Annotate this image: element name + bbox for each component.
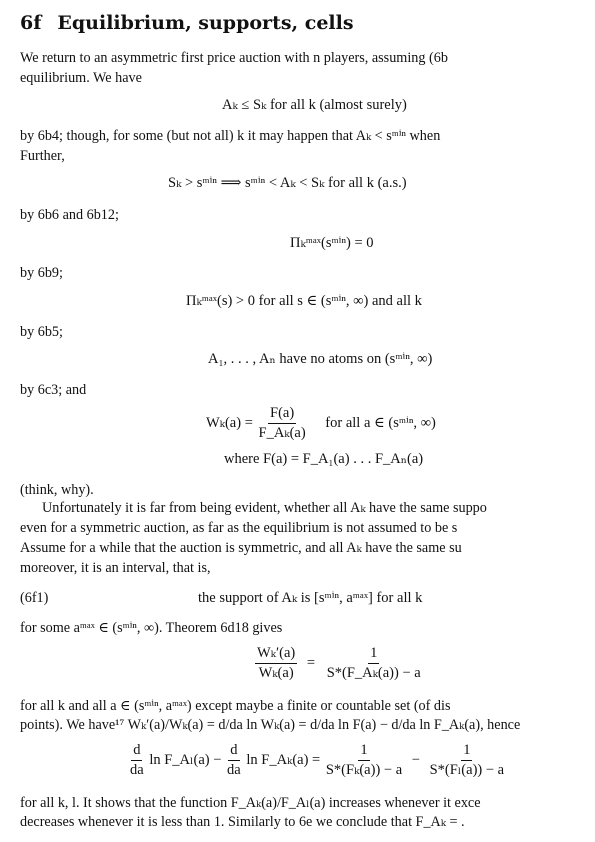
equation-3: Πₖᵐᵃˣ(sᵐⁱⁿ) = 0: [290, 235, 374, 251]
text-line: equilibrium. We have: [20, 70, 142, 86]
text-line: moreover, it is an interval, that is,: [20, 560, 211, 576]
fraction-numerator: d: [228, 742, 239, 761]
equation-9-fraction: [428, 742, 507, 779]
fraction-denominator: F_Aₖ(a): [258, 425, 306, 441]
equation-9: [128, 742, 506, 779]
text-line: for all k, l. It shows that the function F_Aₖ(a)/F_Aₗ(a) increases whenever it exce: [20, 795, 481, 811]
text-line: Unfortunately it is far from being evident, whether all Aₖ have the same suppo: [42, 500, 487, 516]
text-line: by 6b9;: [20, 265, 63, 281]
equation-6: [206, 405, 436, 442]
fraction-numerator: 1: [368, 645, 379, 664]
section-number: 6f: [20, 12, 42, 34]
text-line: by 6b6 and 6b12;: [20, 207, 119, 223]
derivative-operator: [128, 742, 146, 779]
text-line: by 6c3; and: [20, 382, 87, 398]
minus-sign: −: [411, 751, 420, 768]
equation-1: Aₖ ≤ Sₖ for all k (almost surely): [222, 97, 407, 113]
equation-6-fraction: [257, 405, 308, 442]
equation-2: Sₖ > sᵐⁱⁿ ⟹ sᵐⁱⁿ < Aₖ < Sₖ for all k (a.s.): [168, 175, 407, 191]
equation-6-lhs: Wₖ(a) =: [206, 414, 253, 431]
equation-5: A₁, . . . , Aₙ have no atoms on (sᵐⁱⁿ, ∞): [208, 351, 433, 367]
equals-sign: =: [306, 654, 316, 671]
equation-6-condition: for all a ∈ (sᵐⁱⁿ, ∞): [325, 414, 436, 431]
text-line: by 6b5;: [20, 324, 63, 340]
fraction-denominator: Wₖ(a): [258, 665, 294, 681]
section-heading: [20, 12, 354, 34]
equation-6-where: where F(a) = F_A₁(a) . . . F_Aₙ(a): [224, 451, 424, 467]
equation-9-fraction: [324, 742, 404, 779]
text-line: decreases whenever it is less than 1. Similarly to 6e we conclude that F_Aₖ = .: [20, 814, 465, 830]
text-line: for all k and all a ∈ (sᵐⁱⁿ, aᵐᵃˣ) except maybe a finite or countable set (of dis: [20, 698, 451, 714]
text-line: We return to an asymmetric first price auction with n players, assuming (6b: [20, 50, 448, 66]
equation-9-term: ln F_Aₖ(a) =: [246, 751, 321, 768]
fraction-numerator: 1: [461, 742, 472, 761]
text-line: (think, why).: [20, 482, 94, 498]
fraction-numerator: 1: [358, 742, 369, 761]
equation-8: [255, 645, 423, 682]
derivative-operator: [225, 742, 243, 779]
equation-9-term: ln F_Aₗ(a) −: [149, 751, 222, 768]
equation-label-6f1: (6f1): [20, 590, 49, 606]
fraction-denominator: S*(Fₖ(a)) − a: [325, 762, 403, 778]
text-line: by 6b4; though, for some (but not all) k it may happen that Aₖ < sᵐⁱⁿ when: [20, 128, 441, 144]
equation-6f1: the support of Aₖ is [sᵐⁱⁿ, aᵐᵃˣ] for all k: [198, 590, 423, 606]
text-line: even for a symmetric auction, as far as the equilibrium is not assumed to be s: [20, 520, 458, 536]
fraction-denominator: S*(F_Aₖ(a)) − a: [326, 665, 421, 681]
fraction-numerator: F(a): [268, 405, 296, 424]
equation-8-lhs-fraction: [255, 645, 297, 682]
text-line: points). We have¹⁷ Wₖ′(a)/Wₖ(a) = d/da ln Wₖ(a) = d/da ln F(a) − d/da ln F_Aₖ(a), hence: [20, 717, 521, 733]
equation-4: Πₖᵐᵃˣ(s) > 0 for all s ∈ (sᵐⁱⁿ, ∞) and all k: [186, 293, 422, 309]
text-line: Assume for a while that the auction is symmetric, and all Aₖ have the same su: [20, 540, 462, 556]
fraction-numerator: d: [131, 742, 142, 761]
fraction-denominator: S*(Fₗ(a)) − a: [429, 762, 505, 778]
section-title: Equilibrium, supports, cells: [57, 12, 354, 34]
fraction-denominator: da: [227, 762, 241, 778]
fraction-denominator: da: [130, 762, 144, 778]
fraction-numerator: Wₖ′(a): [255, 645, 297, 664]
equation-8-rhs-fraction: [325, 645, 423, 682]
text-line: for some aᵐᵃˣ ∈ (sᵐⁱⁿ, ∞). Theorem 6d18 gives: [20, 620, 283, 636]
text-line: Further,: [20, 148, 65, 164]
